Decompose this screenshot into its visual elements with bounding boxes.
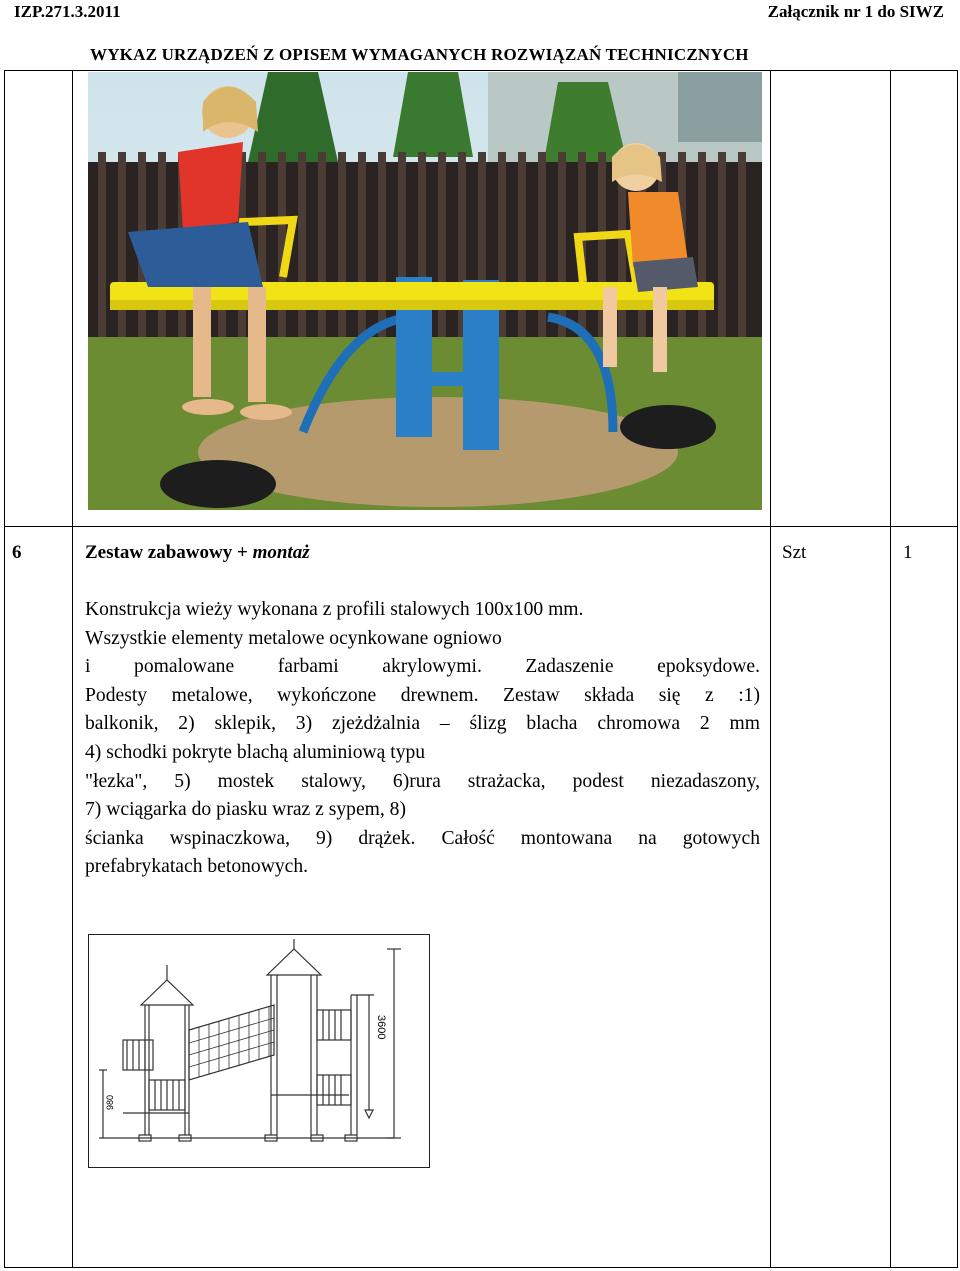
description-line: i pomalowane farbami akrylowymi. Zadaszenie epoksydowe.	[85, 656, 760, 678]
table-top-border	[4, 70, 958, 71]
description-line: 4) schodki pokryte blachą aluminiową typu	[85, 741, 426, 763]
description-line: balkonik, 2) sklepik, 3) zjeżdżalnia – ślizg blacha chromowa 2 mm	[85, 713, 760, 735]
table-left-border	[4, 70, 5, 1268]
item-unit: Szt	[782, 542, 807, 563]
item-number: 6	[12, 542, 22, 563]
column-divider-1	[72, 70, 73, 1268]
description-line: "łezka", 5) mostek stalowy, 6)rura strażacka, podest niezadaszony,	[85, 770, 760, 792]
attachment-label: Załącznik nr 1 do SIWZ	[767, 2, 944, 21]
item-name	[85, 542, 310, 564]
description-line: Wszystkie elementy metalowe ocynkowane ogniowo	[85, 627, 502, 649]
document-title: WYKAZ URZĄDZEŃ Z OPISEM WYMAGANYCH ROZWIĄZAŃ TECHNICZNYCH	[90, 45, 749, 64]
dimension-height-label: 3600	[375, 1015, 387, 1040]
seesaw-photo	[88, 72, 762, 510]
table-bottom-border	[4, 1267, 958, 1268]
description-line: Podesty metalowe, wykończone drewnem. Zestaw składa się z :1)	[85, 684, 760, 706]
item-name-plain: Zestaw zabawowy +	[85, 542, 253, 563]
item-name-italic: montaż	[252, 542, 310, 563]
column-divider-2	[770, 70, 771, 1268]
table-right-border	[957, 70, 958, 1268]
description-line: ścianka wspinaczkowa, 9) drążek. Całość montowana na gotowych	[85, 827, 760, 849]
playset-technical-drawing	[88, 934, 430, 1168]
row-separator	[4, 526, 958, 527]
dimension-platform-label: 980	[105, 1094, 115, 1110]
document-reference: IZP.271.3.2011	[14, 2, 121, 21]
description-line: prefabrykatach betonowych.	[85, 856, 309, 878]
column-divider-3	[890, 70, 891, 1268]
description-line: Konstrukcja wieży wykonana z profili stalowych 100x100 mm.	[85, 599, 584, 620]
item-description	[85, 596, 760, 882]
description-line: 7) wciągarka do piasku wraz z sypem, 8)	[85, 799, 407, 821]
item-quantity: 1	[903, 542, 913, 563]
